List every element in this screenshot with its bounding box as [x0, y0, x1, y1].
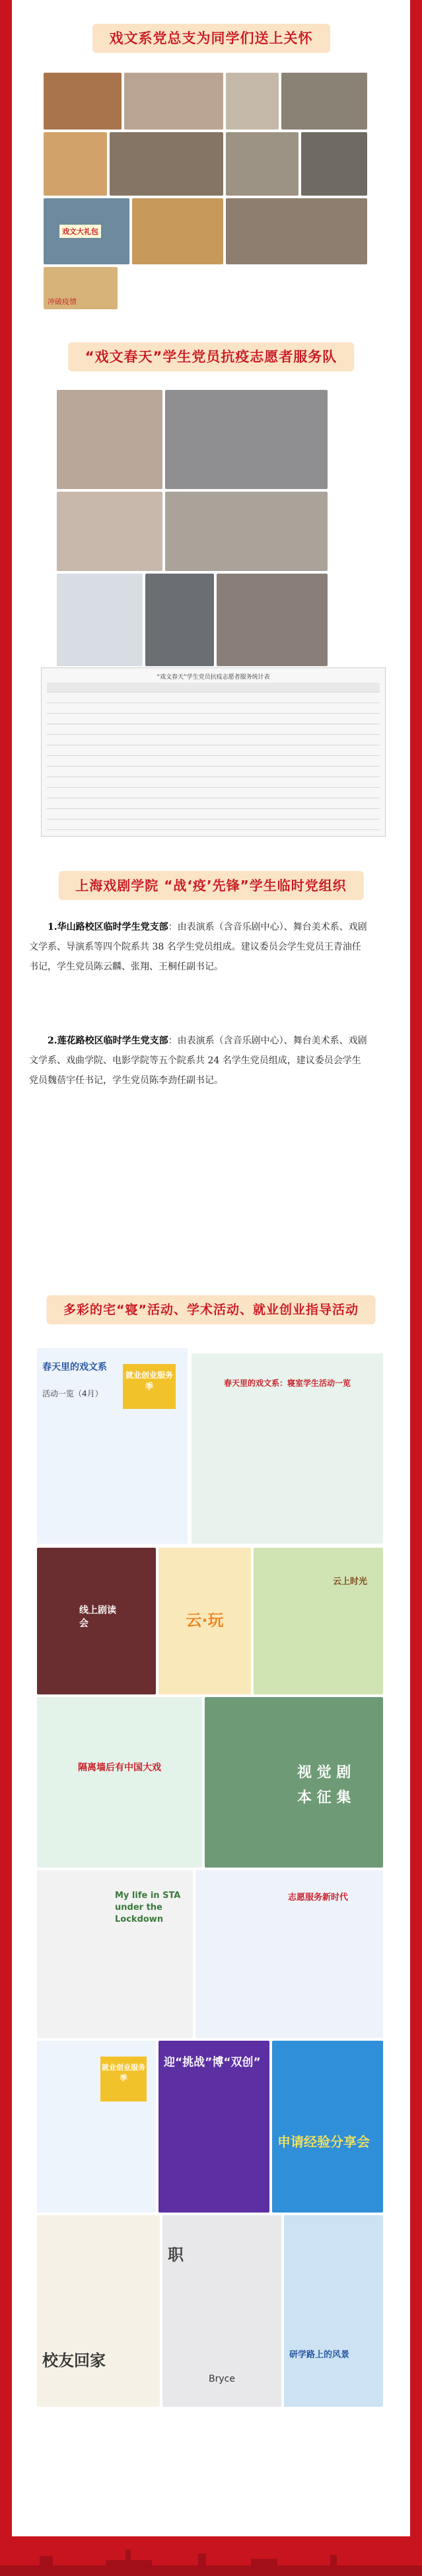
photo-protective-suit-1: [57, 574, 143, 666]
poster-c-title: 线上剧读会: [79, 1605, 116, 1629]
poster-activities-april: [37, 1348, 188, 1544]
table-row: [47, 799, 380, 809]
table-row: [47, 704, 380, 714]
section-title-care: 戏文系党总支为同学们送上关怀: [92, 24, 330, 53]
photo-gift-bag: [226, 73, 279, 130]
poster-volunteer-era: [195, 1870, 383, 2038]
photo-gift-package: [44, 198, 129, 264]
poster-research-road: [284, 2215, 383, 2407]
table-row: [47, 736, 380, 745]
poster-h-title: My life in STA under the Lockdown: [115, 1891, 181, 1924]
poster-i-title: 志愿服务新时代: [288, 1893, 349, 1903]
poster-e-title: 云上时光: [333, 1577, 368, 1587]
paragraph-huashan: [29, 917, 369, 977]
poster-visual-script: [205, 1697, 383, 1868]
paragraph-huashan-body: ：由表演系（含音乐剧中心）、舞台美术系、戏剧文学系、导演系等四个院系共 38 名学生党员组成。建议委员会学生党员王青油任书记，学生党员陈云麟、张翔、王桐任副书记。: [29, 922, 367, 972]
poster-a-subtitle: 活动一览（4月）: [42, 1389, 103, 1398]
paragraph-lianhua-lead: 2.莲花路校区临时学生党支部: [48, 1036, 168, 1046]
photo-group-portrait: [226, 198, 367, 264]
poster-b-title: 春天里的戏文系：寝室学生活动一览: [223, 1379, 351, 1388]
table-row: [47, 725, 380, 735]
poster-career: [162, 2215, 281, 2407]
poster-j-title: 迎“挑战”博“双创”: [164, 2056, 261, 2069]
skyline-decoration: [0, 2536, 422, 2576]
poster-o-title: 职: [168, 2246, 184, 2264]
photo-volunteers-selfie: [57, 390, 162, 489]
table-caption: “戏文春天”学生党员抗疫志愿者服务统计表: [157, 674, 270, 681]
table-row: [47, 778, 380, 788]
photo-snacks: [44, 132, 107, 196]
table-row: [47, 693, 380, 703]
poster-g-title: 隔离墙后有中国大戏: [78, 1762, 161, 1773]
photo-hallway: [226, 132, 299, 196]
paragraph-lianhua: [29, 1031, 369, 1090]
table-row: [47, 820, 380, 830]
photo-gift-items: [132, 198, 223, 264]
table-row: [47, 746, 380, 756]
section-title-volunteers: “戏文春天”学生党员抗疫志愿者服务队: [68, 342, 355, 371]
poster-m-title: 校友回家: [42, 2351, 106, 2370]
section-title-activities: 多彩的宅“寝”活动、学术活动、就业创业指导活动: [46, 1295, 376, 1324]
poster-k-title: 申请经验分享会: [277, 2134, 370, 2150]
poster-online-reading: [37, 1548, 156, 1694]
section-title-party-org: 上海戏剧学院 “战‘疫’先锋”学生临时党组织: [58, 871, 363, 900]
photo-teachers: [281, 73, 367, 130]
poster-innovation: [158, 2041, 269, 2213]
photo-protective-suit-3: [217, 574, 328, 666]
paragraph-lianhua-body: ：由表演系（含音乐剧中心）、舞台美术系、戏剧文学系、戏曲学院、电影学院等五个院系共 24 名学生党员组成，建议委员会学生党员魏蓓宇任书记，学生党员陈李劲任副书记。: [29, 1036, 367, 1086]
table-row: [47, 788, 380, 798]
poster-cloud-play: [158, 1548, 251, 1694]
photo-masked-staff: [301, 132, 367, 196]
photo-volunteer-corridor: [165, 492, 328, 571]
poster-d-title: 云·玩: [186, 1611, 224, 1630]
photo-gifts-table: [124, 73, 223, 130]
poster-challenge-cup: [37, 2041, 156, 2213]
table-row: [47, 810, 380, 819]
poster-dorm-activities: [192, 1353, 383, 1544]
poster-a-badge: 就业创业服务季: [123, 1364, 176, 1409]
sign-label: 冲破疫情: [48, 297, 77, 306]
photo-gifts-shelf: [44, 73, 122, 130]
poster-a-title: 春天里的戏文系: [42, 1362, 107, 1373]
paragraph-huashan-lead: 1.华山路校区临时学生党支部: [48, 922, 168, 932]
poster-a2-badge: 就业创业服务季: [100, 2057, 147, 2102]
poster-alumni-home: [37, 2215, 160, 2407]
gift-note-label: 戏文大礼包: [59, 225, 101, 238]
poster-application-share: [272, 2041, 383, 2213]
photo-distribution: [110, 132, 223, 196]
poster-l-title: 研学路上的风景: [289, 2350, 350, 2360]
photo-volunteer-group: [57, 492, 162, 571]
photo-snack-box: [44, 267, 118, 309]
table-row: [47, 767, 380, 777]
poster-chinese-drama: [37, 1697, 202, 1868]
photo-volunteer-testing: [165, 390, 328, 489]
table-row: [47, 757, 380, 767]
poster-cloud-time: [254, 1548, 383, 1694]
poster-lockdown-life: [37, 1870, 193, 2038]
poster-f-title: 视 觉 剧 本 征 集: [297, 1764, 351, 1806]
care-photo-collage: [25, 67, 397, 312]
poster-n-name: Bryce: [209, 2374, 235, 2384]
table-header-row: [47, 683, 380, 693]
table-row: [47, 714, 380, 724]
photo-protective-suit-2: [145, 574, 214, 666]
volunteer-table-image: [41, 667, 386, 837]
